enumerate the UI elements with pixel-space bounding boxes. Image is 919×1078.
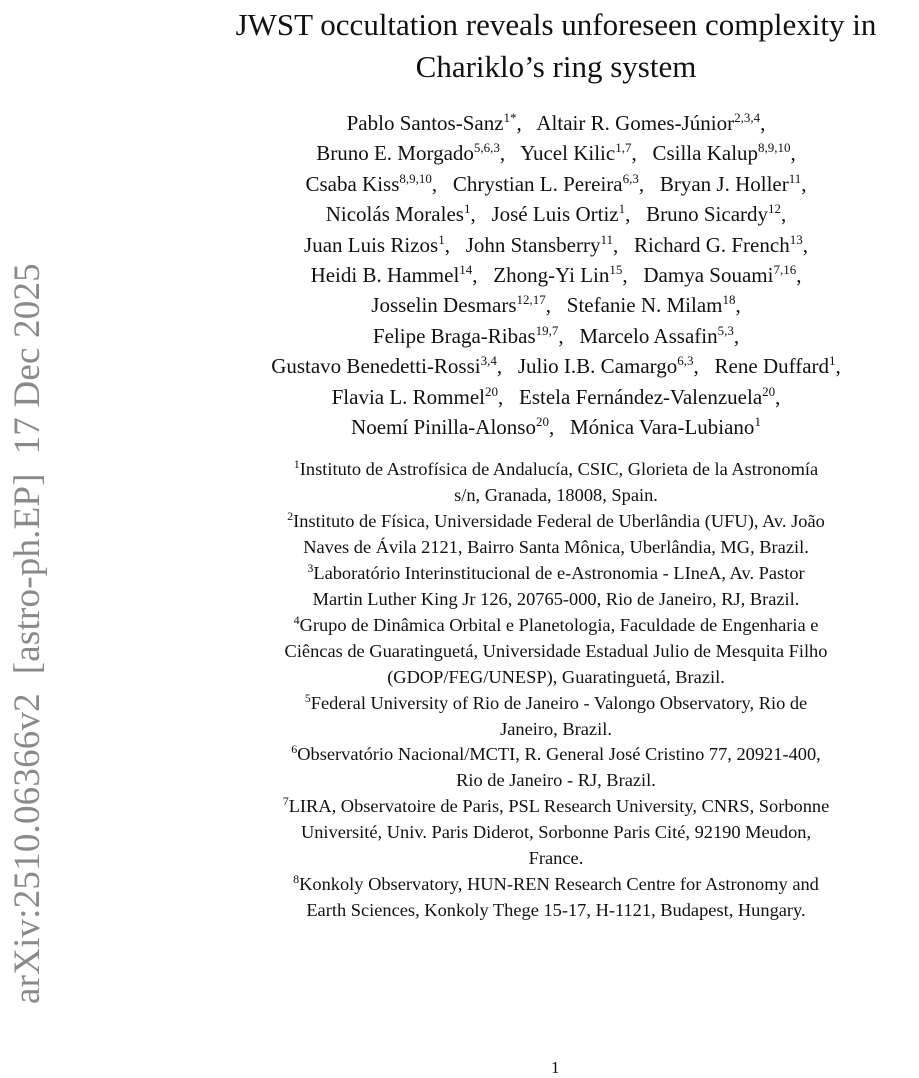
title-line-1: JWST occultation reveals unforeseen complexity in (235, 7, 877, 42)
affiliation-marker: 8,9,10 (758, 140, 791, 156)
affiliation-marker: 14 (459, 262, 473, 278)
affiliation-list (195, 457, 917, 923)
author-line: Juan Luis Rizos$^1$, John Stansberry$^{11}$, Richard G. French$^{13}$, (304, 231, 808, 257)
affiliation-marker: 12 (768, 201, 782, 217)
author: José Luis Ortiz$^1$ (491, 201, 626, 227)
affiliation-marker: 3,4 (480, 353, 497, 369)
affiliation-marker: 11 (788, 170, 802, 186)
affiliation-marker: 2,3,4 (734, 110, 761, 125)
affiliation-7: $^7$LIRA, Observatoire de Paris, PSL Research University, CNRS, Sorbonne Université, Univ. Paris Diderot, Sorbonne Paris Cité, 92190 Meudon, France. (282, 794, 830, 869)
affiliation-marker: 20 (535, 414, 549, 430)
author: John Stansberry$^{11}$ (465, 231, 613, 257)
author: Rene Duffard$^1$ (714, 353, 836, 379)
affiliation-marker: 1* (503, 110, 517, 125)
affiliation-marker: 5,6,3 (473, 140, 500, 156)
affiliation-marker: 1 (829, 353, 836, 369)
author-line: Pablo Santos-Sanz$^{1*}$, Altair R. Gomes-Júnior$^{2,3,4}$, (346, 110, 766, 135)
arxiv-identifier-stamp: arXiv:2510.06366v2 [astro-ph.EP] 17 Dec 2025 (7, 263, 48, 1004)
author: Estela Fernández-Valenzuela$^{20}$ (519, 383, 776, 409)
author: Gustavo Benedetti-Rossi$^{3,4}$ (271, 353, 497, 379)
author: Richard G. French$^{13}$ (633, 231, 803, 257)
author-line: Josselin Desmars$^{12,17}$, Stefanie N. Milam$^{18}$, (371, 292, 741, 318)
affiliation-6: $^6$Observatório Nacional/MCTI, R. General José Cristino 77, 20921-400, Rio de Janeiro - RJ, Brazil. (291, 742, 821, 791)
affiliation-marker: 20 (485, 383, 499, 399)
affiliation-marker: 20 (762, 383, 776, 399)
affiliation-1: $^1$Instituto de Astrofísica de Andalucía, CSIC, Glorieta de la Astronomía s/n, Granada, 18008, Spain. (293, 457, 819, 506)
affiliation-marker: 18 (722, 292, 736, 308)
affiliation-marker: 1 (438, 231, 445, 247)
author: Flavia L. Rommel$^{20}$ (331, 383, 499, 409)
title-line-2: Chariklo’s ring system (415, 49, 697, 84)
page-number: 1 (551, 1058, 560, 1077)
affiliation-2: $^2$Instituto de Física, Universidade Federal de Uberlândia (UFU), Av. João Naves de Ávila 2121, Bairro Santa Mônica, Uberlândia, MG, Brazil. (287, 509, 825, 558)
author-line: Bruno E. Morgado$^{5,6,3}$, Yucel Kilic$^{1,7}$, Csilla Kalup$^{8,9,10}$, (316, 140, 796, 166)
affiliation-marker: 1 (754, 414, 761, 430)
affiliation-marker: 6,3 (677, 353, 694, 369)
affiliation-marker: 5,3 (717, 322, 734, 338)
author: Bruno E. Morgado$^{5,6,3}$ (316, 140, 500, 166)
author-line: Gustavo Benedetti-Rossi$^{3,4}$, Julio I.B. Camargo$^{6,3}$, Rene Duffard$^1$, (271, 353, 841, 379)
author: Altair R. Gomes-Júnior$^{2,3,4}$ (536, 110, 761, 135)
paper-title (195, 0, 917, 88)
affiliation-marker: 11 (600, 231, 613, 247)
author-line: Noemí Pinilla-Alonso$^{20}$, Mónica Vara-Lubiano$^1$ (351, 414, 761, 440)
author-line: Heidi B. Hammel$^{14}$, Zhong-Yi Lin$^{15}$, Damya Souami$^{7,16}$, (310, 262, 802, 288)
affiliation-marker: 12,17 (516, 292, 546, 308)
author: Juan Luis Rizos$^1$ (304, 231, 445, 257)
affiliation-marker: 15 (609, 262, 623, 278)
affiliation-marker: 7,16 (773, 262, 797, 278)
author: Bryan J. Holler$^{11}$ (659, 170, 802, 196)
paper-first-page (195, 0, 917, 924)
affiliation-marker: 1,7 (615, 140, 632, 156)
affiliation-5: $^5$Federal University of Rio de Janeiro - Valongo Observatory, Rio de Janeiro, Brazil. (304, 690, 808, 739)
affiliation-3: $^3$Laboratório Interinstitucional de e-Astronomia - LIneA, Av. Pastor Martin Luther King Jr 126, 20765-000, Rio de Janeiro, RJ, Brazil. (307, 561, 805, 609)
author: Csaba Kiss$^{8,9,10}$ (305, 170, 432, 196)
author: Marcelo Assafin$^{5,3}$ (579, 322, 734, 348)
author: Csilla Kalup$^{8,9,10}$ (652, 140, 791, 166)
author: Nicolás Morales$^1$ (325, 201, 471, 227)
author: Damya Souami$^{7,16}$ (643, 262, 797, 288)
author: Heidi B. Hammel$^{14}$ (310, 262, 473, 288)
author: Yucel Kilic$^{1,7}$ (520, 140, 632, 166)
affiliation-marker: 8,9,10 (399, 170, 432, 186)
author: Pablo Santos-Sanz$^{1*}$ (346, 110, 517, 135)
author-line: Flavia L. Rommel$^{20}$, Estela Fernández-Valenzuela$^{20}$, (331, 383, 781, 409)
affiliation-marker: 19,7 (535, 322, 559, 338)
affiliation-marker: 1 (463, 201, 471, 217)
author-line: Nicolás Morales$^1$, José Luis Ortiz$^1$, Bruno Sicardy$^{12}$, (325, 201, 787, 227)
affiliation-marker: 6,3 (622, 170, 639, 186)
author: Stefanie N. Milam$^{18}$ (566, 292, 736, 318)
author-list (195, 108, 917, 442)
author-line: Felipe Braga-Ribas$^{19,7}$, Marcelo Assafin$^{5,3}$, (372, 322, 740, 348)
author: Bruno Sicardy$^{12}$ (646, 201, 782, 227)
author: Felipe Braga-Ribas$^{19,7}$ (372, 322, 559, 348)
affiliation-marker: 1 (618, 201, 626, 217)
author: Mónica Vara-Lubiano$^1$ (569, 414, 761, 440)
author: Zhong-Yi Lin$^{15}$ (493, 262, 623, 288)
author: Noemí Pinilla-Alonso$^{20}$ (351, 414, 549, 440)
affiliation-8: $^8$Konkoly Observatory, HUN-REN Research Centre for Astronomy and Earth Sciences, Konkoly Thege 15-17, H-1121, Budapest, Hungary. (293, 871, 819, 920)
author-line: Csaba Kiss$^{8,9,10}$, Chrystian L. Pereira$^{6,3}$, Bryan J. Holler$^{11}$, (305, 170, 807, 196)
author: Chrystian L. Pereira$^{6,3}$ (452, 170, 639, 196)
author: Josselin Desmars$^{12,17}$ (371, 292, 546, 318)
affiliation-4: $^4$Grupo de Dinâmica Orbital e Planetologia, Faculdade de Engenharia e Ciêncas de Guaratinguetá, Universidade Estadual Julio de Mesquita Filho (GDOP/FEG/UNESP), Guaratinguetá, Brazil. (284, 612, 828, 687)
author: Julio I.B. Camargo$^{6,3}$ (517, 353, 694, 379)
affiliation-marker: 13 (789, 231, 803, 247)
